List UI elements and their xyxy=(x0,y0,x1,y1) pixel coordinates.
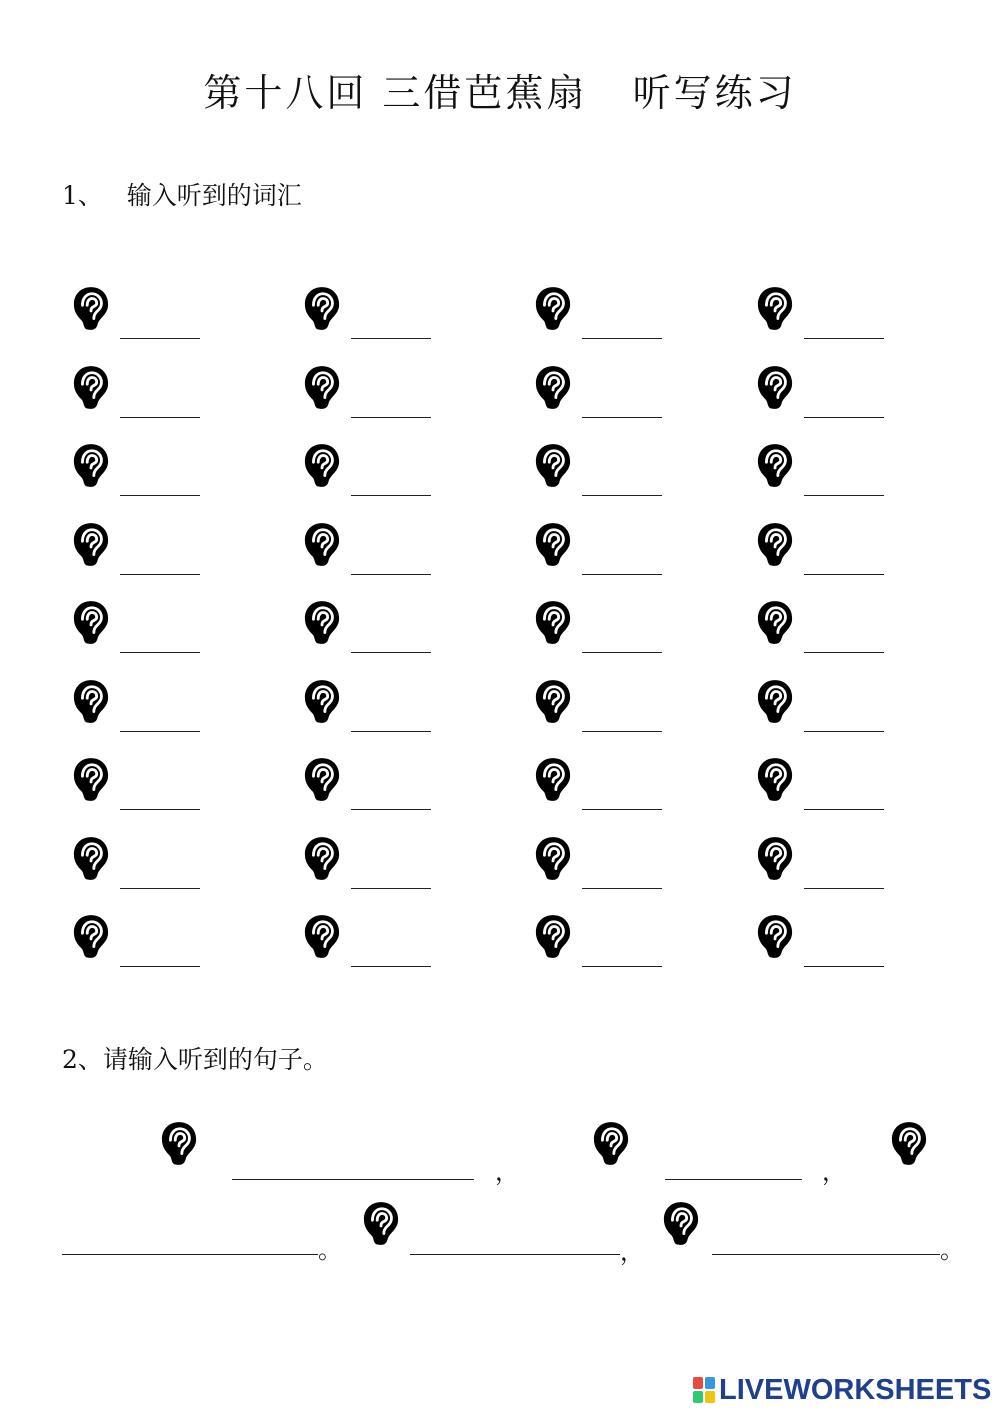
brand-text: LIVEWORKSHEETS xyxy=(719,1373,992,1406)
ear-icon[interactable] xyxy=(534,835,572,881)
comma: ， xyxy=(822,1158,846,1186)
ear-icon[interactable] xyxy=(756,678,794,724)
word-blank[interactable] xyxy=(351,550,431,575)
word-blank[interactable] xyxy=(120,942,200,967)
word-blank[interactable] xyxy=(582,550,662,575)
ear-icon[interactable] xyxy=(72,835,110,881)
ear-icon[interactable] xyxy=(303,521,341,567)
word-blank[interactable] xyxy=(804,471,884,496)
word-blank[interactable] xyxy=(120,471,200,496)
word-blank[interactable] xyxy=(582,707,662,732)
word-blank[interactable] xyxy=(804,785,884,810)
ear-icon[interactable] xyxy=(72,364,110,410)
word-blank[interactable] xyxy=(582,471,662,496)
word-blank[interactable] xyxy=(582,864,662,889)
sentence-blank-1[interactable] xyxy=(232,1155,474,1180)
section-1-heading: 1、 输入听到的词汇 xyxy=(62,181,302,210)
ear-icon[interactable] xyxy=(756,285,794,331)
ear-icon[interactable] xyxy=(756,442,794,488)
period: 。 xyxy=(940,1236,964,1264)
word-blank[interactable] xyxy=(120,314,200,339)
comma: ， xyxy=(495,1158,519,1186)
ear-icon[interactable] xyxy=(160,1120,198,1166)
sentence-blank-3[interactable] xyxy=(62,1230,318,1255)
ear-icon[interactable] xyxy=(303,678,341,724)
word-blank[interactable] xyxy=(120,785,200,810)
ear-icon[interactable] xyxy=(756,756,794,802)
word-blank[interactable] xyxy=(120,707,200,732)
word-blank[interactable] xyxy=(804,393,884,418)
word-blank[interactable] xyxy=(804,942,884,967)
word-blank[interactable] xyxy=(351,393,431,418)
sentence-blank-2[interactable] xyxy=(665,1155,802,1180)
ear-icon[interactable] xyxy=(72,678,110,724)
ear-icon[interactable] xyxy=(534,285,572,331)
word-blank[interactable] xyxy=(351,942,431,967)
ear-icon[interactable] xyxy=(303,442,341,488)
word-blank[interactable] xyxy=(351,707,431,732)
word-blank[interactable] xyxy=(120,550,200,575)
ear-icon[interactable] xyxy=(534,756,572,802)
ear-icon[interactable] xyxy=(303,835,341,881)
ear-icon[interactable] xyxy=(592,1120,630,1166)
word-blank[interactable] xyxy=(582,314,662,339)
ear-icon[interactable] xyxy=(534,599,572,645)
ear-icon[interactable] xyxy=(890,1120,928,1166)
ear-icon[interactable] xyxy=(756,835,794,881)
ear-icon[interactable] xyxy=(756,599,794,645)
comma: ， xyxy=(620,1238,644,1266)
ear-icon[interactable] xyxy=(303,285,341,331)
word-blank[interactable] xyxy=(351,864,431,889)
ear-icon[interactable] xyxy=(756,913,794,959)
ear-icon[interactable] xyxy=(72,599,110,645)
word-blank[interactable] xyxy=(804,864,884,889)
ear-icon[interactable] xyxy=(756,364,794,410)
ear-icon[interactable] xyxy=(72,521,110,567)
ear-icon[interactable] xyxy=(362,1200,400,1246)
word-blank[interactable] xyxy=(582,942,662,967)
sentence-blank-5[interactable] xyxy=(712,1230,940,1255)
word-blank[interactable] xyxy=(351,628,431,653)
ear-icon[interactable] xyxy=(534,364,572,410)
ear-icon[interactable] xyxy=(72,285,110,331)
word-blank[interactable] xyxy=(120,628,200,653)
ear-icon[interactable] xyxy=(303,599,341,645)
ear-icon[interactable] xyxy=(662,1200,700,1246)
word-blank[interactable] xyxy=(351,314,431,339)
ear-icon[interactable] xyxy=(303,913,341,959)
ear-icon[interactable] xyxy=(303,756,341,802)
section-2-heading: 2、请输入听到的句子。 xyxy=(62,1045,328,1074)
period: 。 xyxy=(318,1236,342,1264)
word-blank[interactable] xyxy=(120,864,200,889)
word-blank[interactable] xyxy=(120,393,200,418)
ear-icon[interactable] xyxy=(534,521,572,567)
word-blank[interactable] xyxy=(582,628,662,653)
ear-icon[interactable] xyxy=(534,442,572,488)
ear-icon[interactable] xyxy=(72,442,110,488)
sentence-blank-4[interactable] xyxy=(410,1230,620,1255)
ear-icon[interactable] xyxy=(756,521,794,567)
ear-icon[interactable] xyxy=(72,913,110,959)
word-blank[interactable] xyxy=(804,707,884,732)
liveworksheets-logo-icon xyxy=(693,1377,715,1403)
page-title: 第十八回 三借芭蕉扇 听写练习 xyxy=(203,71,797,115)
word-blank[interactable] xyxy=(804,314,884,339)
ear-icon[interactable] xyxy=(303,364,341,410)
ear-icon[interactable] xyxy=(534,913,572,959)
ear-icon[interactable] xyxy=(72,756,110,802)
ear-icon[interactable] xyxy=(534,678,572,724)
word-blank[interactable] xyxy=(804,550,884,575)
word-blank[interactable] xyxy=(582,393,662,418)
word-blank[interactable] xyxy=(582,785,662,810)
brand-logo-footer[interactable] xyxy=(693,1373,991,1407)
word-blank[interactable] xyxy=(351,785,431,810)
word-blank[interactable] xyxy=(804,628,884,653)
word-blank[interactable] xyxy=(351,471,431,496)
